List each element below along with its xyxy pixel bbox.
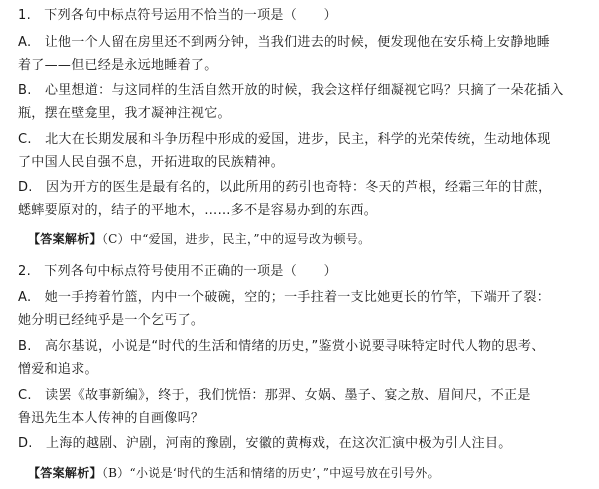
question-2-option-d-line-1: D. 上海的越剧、沪剧，河南的豫剧，安徽的黄梅戏，在这次汇演中极为引人注目。 (18, 436, 512, 451)
question-1-option-d-line-2: 蟋蟀要原对的，结子的平地木，……多不是容易办到的东西。 (18, 203, 378, 218)
question-1-option-d-line-1: D. 因为开方的医生是最有名的，以此所用的药引也奇特：冬天的芦根，经霜三年的甘蔗， (18, 180, 552, 195)
question-2-option-a-line-1: A. 她一手挎着竹篮，内中一个破碗，空的；一手拄着一支比她更长的竹竿，下端开了裂： (18, 290, 551, 305)
question-1-option-b-line-2: 瓶，摆在壁龛里，我才凝神注视它。 (18, 106, 231, 121)
question-1-option-a-line-2: 着了——但已经是永远地睡着了。 (18, 58, 218, 73)
question-1-option-b-line-1: B. 心里想道：与这同样的生活自然开放的时候，我会这样仔细凝视它吗？只摘了一朵花插入 (18, 83, 564, 98)
question-1-answer (28, 232, 370, 247)
question-2-option-b-line-2: 憎爱和追求。 (18, 362, 98, 377)
question-2-option-b-line-1: B. 高尔基说，小说是“时代的生活和情绪的历史，”鉴赏小说要寻味特定时代人物的思考、 (18, 339, 545, 354)
question-2-option-c-line-1: C. 读罢《故事新编》，终于，我们恍悟：那羿、女娲、墨子、宴之敖、眉间尺，不正是 (18, 388, 531, 403)
question-2-stem: 2. 下列各句中标点符号使用不正确的一项是（ ） (18, 264, 337, 279)
answer-tag: 【答案解析】 (28, 232, 102, 246)
question-1-option-c-line-1: C. 北大在长期发展和斗争历程中形成的爱国，进步，民主，科学的光荣传统，生动地体现 (18, 132, 551, 147)
question-1-option-c-line-2: 了中国人民自强不息，开拓进取的民族精神。 (18, 155, 285, 170)
question-2-option-a-line-2: 她分明已经纯乎是一个乞丐了。 (18, 313, 205, 328)
question-1-stem: 1. 下列各句中标点符号运用不恰当的一项是（ ） (18, 8, 337, 23)
answer-text: （B）“小说是‘时代的生活和情绪的历史’，”中逗号放在引号外。 (101, 466, 440, 480)
answer-text: （C）中“爱国，进步，民主，”中的逗号改为顿号。 (101, 232, 371, 246)
question-1-option-a-line-1: A. 让他一个人留在房里还不到两分钟，当我们进去的时候，便发现他在安乐椅上安静地睡 (18, 35, 551, 50)
answer-tag: 【答案解析】 (28, 466, 102, 480)
question-2-answer (28, 466, 440, 481)
question-2-option-c-line-2: 鲁迅先生本人传神的自画像吗？ (18, 411, 205, 426)
